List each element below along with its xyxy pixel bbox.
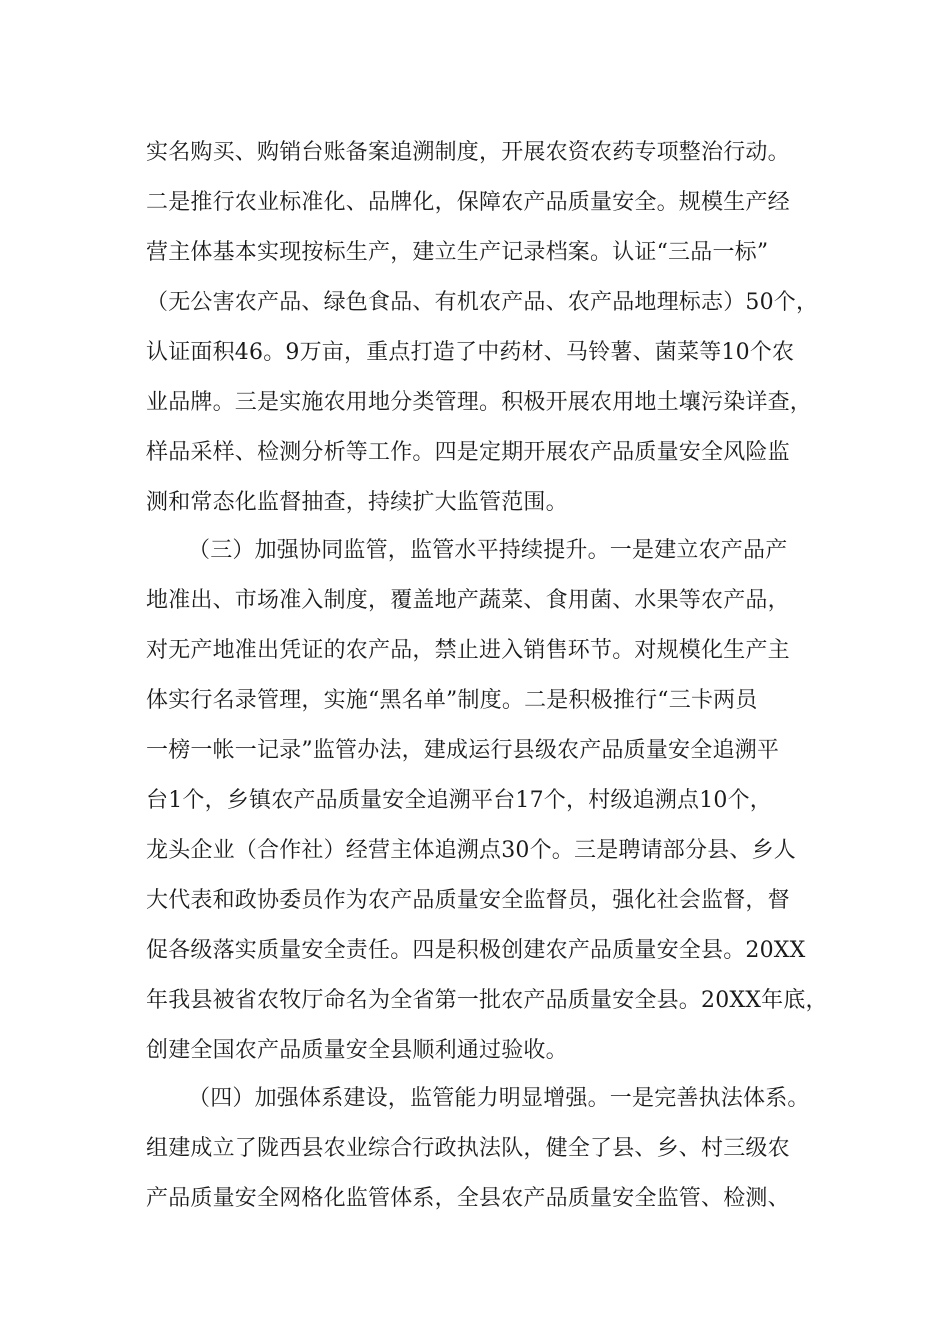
text-line: 认证面积46。9万亩，重点打造了中药材、马铃薯、菌菜等10个农 (146, 340, 795, 365)
paragraph-heading-line: （三）加强协同监管，监管水平持续提升。一是建立农产品产 (188, 538, 788, 563)
text-line: 台1个，乡镇农产品质量安全追溯平台17个，村级追溯点10个， (146, 788, 772, 813)
text-line: 年我县被省农牧厅命名为全省第一批农产品质量安全县。20XX年底， (146, 988, 828, 1013)
text-line: 促各级落实质量安全责任。四是积极创建农产品质量安全县。20XX (146, 938, 806, 963)
text-line: 大代表和政协委员作为农产品质量安全监督员，强化社会监督，督 (146, 888, 790, 913)
text-line: 测和常态化监督抽查，持续扩大监管范围。 (146, 490, 568, 515)
text-line: 营主体基本实现按标生产，建立生产记录档案。认证“三品一标” (146, 240, 769, 265)
text-line: 龙头企业（合作社）经营主体追溯点30个。三是聘请部分县、乡人 (146, 838, 796, 863)
text-line: 对无产地准出凭证的农产品，禁止进入销售环节。对规模化生产主 (146, 638, 790, 663)
text-line: 创建全国农产品质量安全县顺利通过验收。 (146, 1038, 568, 1063)
text-line: 产品质量安全网格化监管体系，全县农产品质量安全监管、检测、 (146, 1186, 790, 1211)
text-line: 样品采样、检测分析等工作。四是定期开展农产品质量安全风险监 (146, 440, 790, 465)
text-line: 一榜一帐一记录”监管办法，建成运行县级农产品质量安全追溯平 (146, 738, 780, 763)
text-line: 业品牌。三是实施农用地分类管理。积极开展农用地土壤污染详查， (146, 390, 813, 415)
text-line: 组建成立了陇西县农业综合行政执法队，健全了县、乡、村三级农 (146, 1136, 790, 1161)
text-line: 地准出、市场准入制度，覆盖地产蔬菜、食用菌、水果等农产品， (146, 588, 790, 613)
text-line: 体实行名录管理，实施“黑名单”制度。二是积极推行“三卡两员 (146, 688, 758, 713)
text-line: 二是推行农业标准化、品牌化，保障农产品质量安全。规模生产经 (146, 190, 790, 215)
text-line: 实名购买、购销台账备案追溯制度，开展农资农药专项整治行动。 (146, 140, 790, 165)
text-line: （无公害农产品、绿色食品、有机农产品、农产品地理标志）50个， (146, 290, 819, 315)
paragraph-heading-line: （四）加强体系建设，监管能力明显增强。一是完善执法体系。 (188, 1086, 810, 1111)
